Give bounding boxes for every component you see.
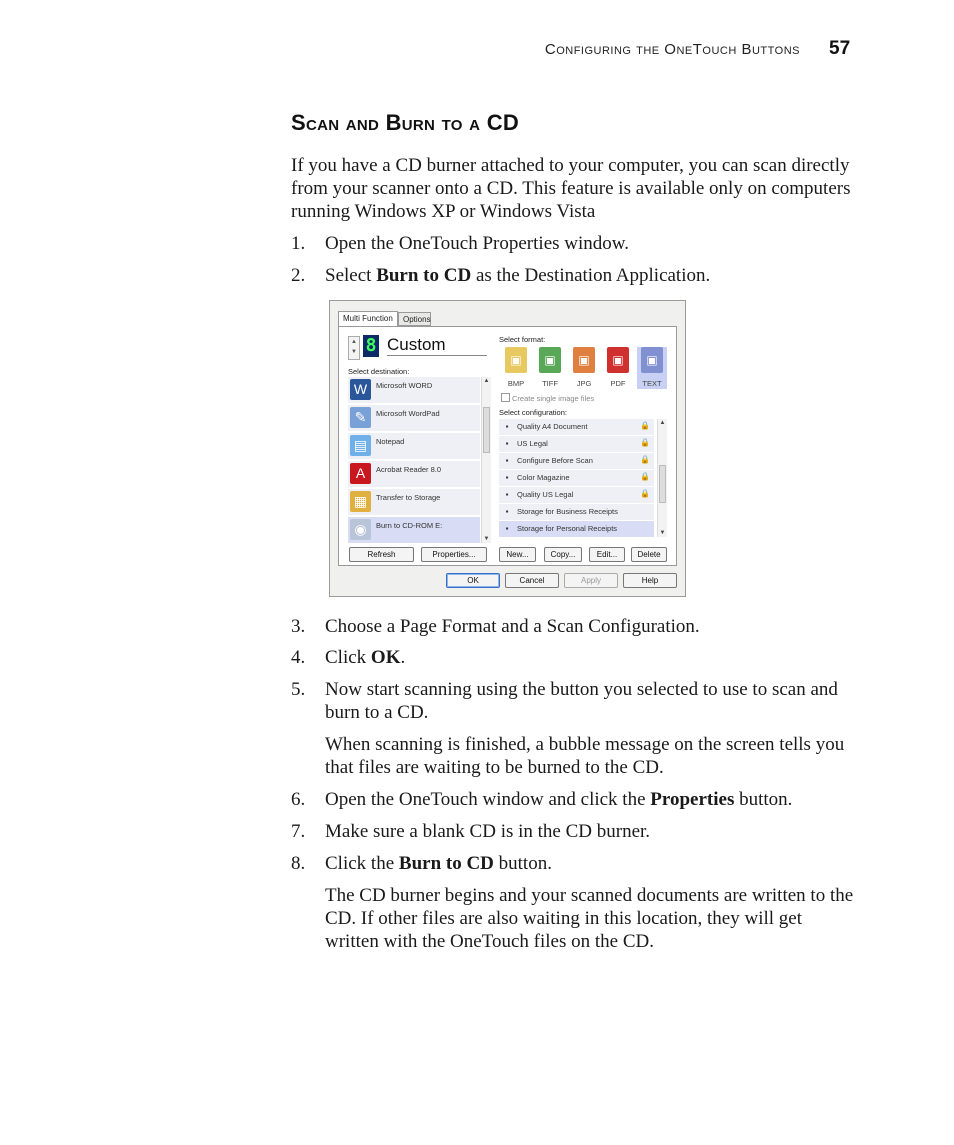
scroll-thumb[interactable]	[483, 407, 490, 453]
configuration-item[interactable]	[499, 470, 654, 487]
format-option[interactable]	[501, 347, 531, 389]
delete-button[interactable]: Delete	[631, 547, 667, 562]
spinner-up-icon[interactable]: ▲	[351, 339, 357, 345]
step-text-part: Click the	[325, 853, 399, 874]
configuration-icon: ▪	[505, 490, 509, 499]
cd-icon: ◉	[350, 519, 371, 540]
tiff-icon: ▣	[539, 347, 561, 373]
format-option[interactable]	[569, 347, 599, 389]
step-text-part: button.	[493, 853, 552, 874]
button-number-display: 8	[363, 335, 379, 357]
step-text	[325, 788, 855, 811]
step-number: 8.	[291, 853, 306, 874]
select-destination-label: Select destination:	[348, 367, 410, 376]
configuration-name: US Legal	[517, 439, 548, 448]
format-option[interactable]	[535, 347, 565, 389]
single-image-label: Create single image files	[512, 394, 595, 403]
cancel-button[interactable]: Cancel	[505, 573, 559, 588]
destination-item[interactable]	[348, 377, 480, 404]
refresh-button[interactable]: Refresh	[349, 547, 414, 562]
destination-name: Microsoft WORD	[376, 381, 433, 390]
step-text-part: Make sure a blank CD is in the CD burner.	[325, 821, 651, 842]
spinner-down-icon[interactable]: ▼	[351, 349, 357, 355]
single-image-checkbox[interactable]	[501, 393, 594, 403]
lock-icon: 🔒	[640, 472, 650, 481]
scroll-down-icon[interactable]: ▼	[483, 536, 490, 542]
step-number: 7.	[291, 821, 306, 842]
configuration-item[interactable]	[499, 521, 654, 538]
configuration-item[interactable]	[499, 419, 654, 436]
step-text-part: button.	[734, 789, 793, 810]
text-icon: ▣	[641, 347, 663, 373]
step-text-part: Choose a Page Format and a Scan Configuration.	[325, 616, 700, 637]
configuration-name: Storage for Business Receipts	[517, 507, 618, 516]
step-text	[325, 615, 855, 638]
destination-item[interactable]	[348, 433, 480, 460]
pdf-icon: ▣	[607, 347, 629, 373]
page-number: 57	[829, 38, 851, 59]
acrobat-icon: A	[350, 463, 371, 484]
lock-icon: 🔒	[640, 421, 650, 430]
step-text-part: Open the OneTouch window and click the	[325, 789, 651, 810]
destination-list	[348, 377, 490, 543]
tab-options[interactable]: Options	[398, 312, 431, 326]
step-text	[325, 232, 855, 255]
button-name: Custom	[387, 335, 487, 356]
storage-icon: ▦	[350, 491, 371, 512]
configuration-item[interactable]	[499, 436, 654, 453]
step-emphasis: Properties	[650, 789, 735, 810]
step-note: When scanning is finished, a bubble message on the screen tells you that files are waiting to be burned to the CD.	[325, 734, 845, 778]
destination-name: Acrobat Reader 8.0	[376, 465, 442, 474]
step-number: 6.	[291, 789, 306, 810]
new-button[interactable]: New...	[499, 547, 536, 562]
button-spinner[interactable]	[348, 336, 360, 360]
step-text	[325, 678, 855, 724]
configuration-icon: ▪	[505, 524, 509, 533]
jpg-icon: ▣	[573, 347, 595, 373]
help-button[interactable]: Help	[623, 573, 677, 588]
destination-scrollbar[interactable]	[481, 377, 491, 543]
configuration-icon: ▪	[505, 456, 509, 465]
copy-button[interactable]: Copy...	[544, 547, 582, 562]
step-emphasis: OK	[370, 647, 401, 668]
configuration-item[interactable]	[499, 504, 654, 521]
step-text	[325, 646, 855, 669]
configuration-name: Quality US Legal	[517, 490, 574, 499]
destination-name: Burn to CD-ROM E:	[376, 521, 443, 530]
intro-paragraph: If you have a CD burner attached to your computer, you can scan directly from your scanner onto a CD. This feature is available only on computers running Windows XP or Windows Vista	[291, 155, 851, 222]
configuration-scrollbar[interactable]	[657, 419, 667, 537]
scroll-down-icon[interactable]: ▼	[659, 530, 666, 536]
destination-item[interactable]	[348, 517, 480, 544]
step-number: 2.	[291, 265, 306, 286]
destination-name: Microsoft WordPad	[376, 409, 440, 418]
configuration-name: Configure Before Scan	[517, 456, 593, 465]
destination-item[interactable]	[348, 405, 480, 432]
wordpad-icon: ✎	[350, 407, 371, 428]
step-emphasis: Burn to CD	[398, 853, 494, 874]
checkbox-box[interactable]	[501, 393, 510, 402]
scroll-up-icon[interactable]: ▲	[659, 420, 666, 426]
destination-name: Transfer to Storage	[376, 493, 441, 502]
word-icon: W	[350, 379, 371, 400]
step-emphasis: Burn to CD	[376, 265, 472, 286]
step-text-part: Open the OneTouch Properties window.	[325, 233, 630, 254]
format-option[interactable]	[637, 347, 667, 389]
select-configuration-label: Select configuration:	[499, 408, 567, 417]
format-name: JPG	[576, 379, 592, 388]
step-text-part: Now start scanning using the button you selected to use to scan and burn to a CD.	[325, 679, 838, 723]
configuration-item[interactable]	[499, 453, 654, 470]
step-text-part: as the Destination Application.	[471, 265, 711, 286]
step-text-part: .	[400, 647, 406, 668]
step-number: 1.	[291, 233, 306, 254]
configuration-name: Color Magazine	[517, 473, 570, 482]
notepad-icon: ▤	[350, 435, 371, 456]
select-format-label: Select format:	[499, 335, 546, 344]
properties-button[interactable]: Properties...	[421, 547, 487, 562]
step-text-part: Click	[325, 647, 371, 668]
scroll-thumb[interactable]	[659, 465, 666, 503]
configuration-icon: ▪	[505, 473, 509, 482]
edit-button[interactable]: Edit...	[589, 547, 625, 562]
step-number: 4.	[291, 647, 306, 668]
running-head-title: Configuring the OneTouch Buttons	[544, 41, 800, 58]
step-number: 3.	[291, 616, 306, 637]
scroll-up-icon[interactable]: ▲	[483, 378, 490, 384]
step-number: 5.	[291, 679, 306, 700]
destination-item[interactable]	[348, 461, 480, 488]
configuration-icon: ▪	[505, 422, 509, 431]
format-name: TIFF	[542, 379, 558, 388]
step-note: The CD burner begins and your scanned documents are written to the CD. If other files are also waiting in this location, they will get written with the OneTouch files on the CD.	[325, 885, 854, 952]
configuration-icon: ▪	[505, 507, 509, 516]
destination-item[interactable]	[348, 489, 480, 516]
lock-icon: 🔒	[640, 489, 650, 498]
section-title: Scan and Burn to a CD	[291, 110, 520, 135]
configuration-list	[499, 419, 669, 537]
format-name: BMP	[507, 379, 525, 388]
step-text	[325, 264, 855, 287]
onetouch-properties-dialog	[329, 300, 686, 597]
multi-function-panel	[338, 326, 677, 566]
destination-name: Notepad	[376, 437, 405, 446]
format-option[interactable]	[603, 347, 633, 389]
step-text	[325, 852, 855, 875]
configuration-name: Quality A4 Document	[517, 422, 588, 431]
step-text-part: Select	[325, 265, 377, 286]
format-name: TEXT	[642, 379, 662, 388]
bmp-icon: ▣	[505, 347, 527, 373]
tab-multi-function[interactable]: Multi Function	[338, 311, 398, 326]
configuration-icon: ▪	[505, 439, 509, 448]
running-head	[0, 38, 954, 65]
lock-icon: 🔒	[640, 438, 650, 447]
configuration-item[interactable]	[499, 487, 654, 504]
configuration-name: Storage for Personal Receipts	[517, 524, 618, 533]
lock-icon: 🔒	[640, 455, 650, 464]
ok-button[interactable]: OK	[446, 573, 500, 588]
format-name: PDF	[610, 379, 626, 388]
step-text	[325, 820, 855, 843]
apply-button[interactable]: Apply	[564, 573, 618, 588]
